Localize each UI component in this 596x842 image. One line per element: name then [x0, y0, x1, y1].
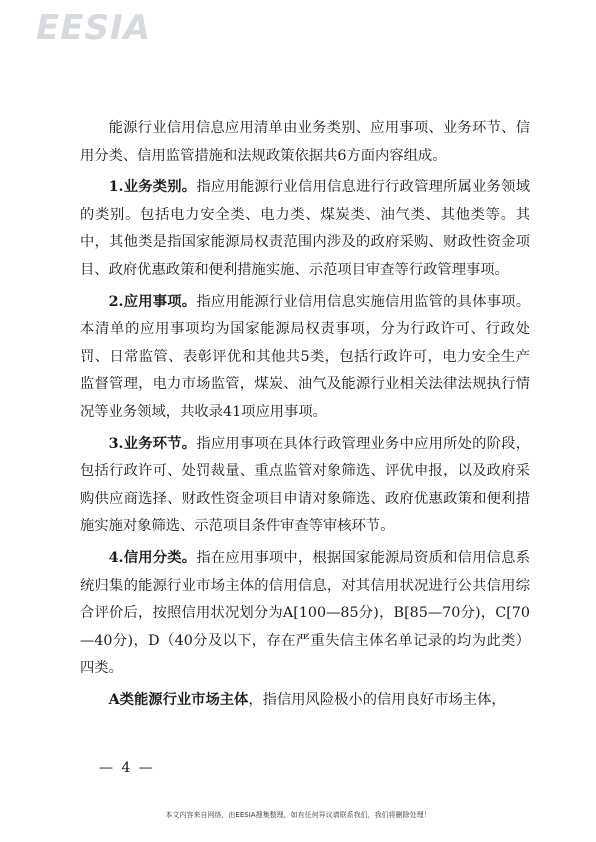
- application-item-paragraph: [80, 289, 530, 427]
- paragraph-text: 指应用能源行业信用信息实施信用监管的具体事项。本清单的应用事项均为国家能源局权责事项，分为行政许可、行政处罚、日常监管、表彰评优和其他共5类，包括行政许可，电力安全生产监督管理，电力市场监管，煤炭、油气及能源行业相关法律法规执行情况等业务领域，共收录41项应用事项。: [80, 293, 530, 420]
- paragraph-heading: 4.信用分类。: [108, 549, 197, 566]
- document-body: [80, 115, 530, 714]
- paragraph-text: ，指信用风险极小的信用良好市场主体，: [248, 691, 506, 708]
- paragraph-text: 指在应用事项中，根据国家能源局资质和信用信息系统归集的能源行业市场主体的信用信息，对其信用状况进行公共信用综合评价后，按照信用状况划分为A[100—85分)，B[85—70分)，C[70—40分)，D（40分及以下，存在严重失信主体名单记录的均为此类）四类。: [80, 549, 530, 677]
- intro-paragraph: [80, 115, 530, 170]
- paragraph-heading: A类能源行业市场主体: [108, 691, 249, 708]
- footer-disclaimer: 本文内容来自网络，由EESIA搜集整理，如有任何异议请联系我们，我们将删除处理！: [165, 811, 431, 819]
- credit-classification-paragraph: [80, 545, 530, 683]
- paragraph-heading: 1.业务类别。: [108, 179, 197, 196]
- class-a-paragraph: [80, 687, 530, 715]
- page-number: — 4 —: [99, 760, 155, 776]
- paragraph-heading: 3.业务环节。: [108, 435, 197, 452]
- business-stage-paragraph: [80, 431, 530, 541]
- paragraph-text: 指应用事项在具体行政管理业务中应用所处的阶段，包括行政许可、处罚裁量、重点监管对象筛选、评优申报，以及政府采购供应商选择、财政性资金项目申请对象筛选、政府优惠政策和便利措施实施对象筛选、示范项目条件审查等审核环节。: [80, 435, 530, 535]
- paragraph-text: 指应用能源行业信用信息进行行政管理所属业务领域的类别。包括电力安全类、电力类、煤炭类、油气类、其他类等。其中，其他类是指国家能源局权责范围内涉及的政府采购、财政性资金项目、政府优惠政策和便利措施实施、示范项目审查等行政管理事项。: [80, 179, 530, 278]
- business-category-paragraph: [80, 174, 530, 284]
- paragraph-heading: 2.应用事项。: [108, 293, 197, 310]
- paragraph-text: 能源行业信用信息应用清单由业务类别、应用事项、业务环节、信用分类、信用监管措施和法规政策依据共6方面内容组成。: [80, 120, 530, 164]
- eesia-logo: EESIA: [36, 8, 151, 48]
